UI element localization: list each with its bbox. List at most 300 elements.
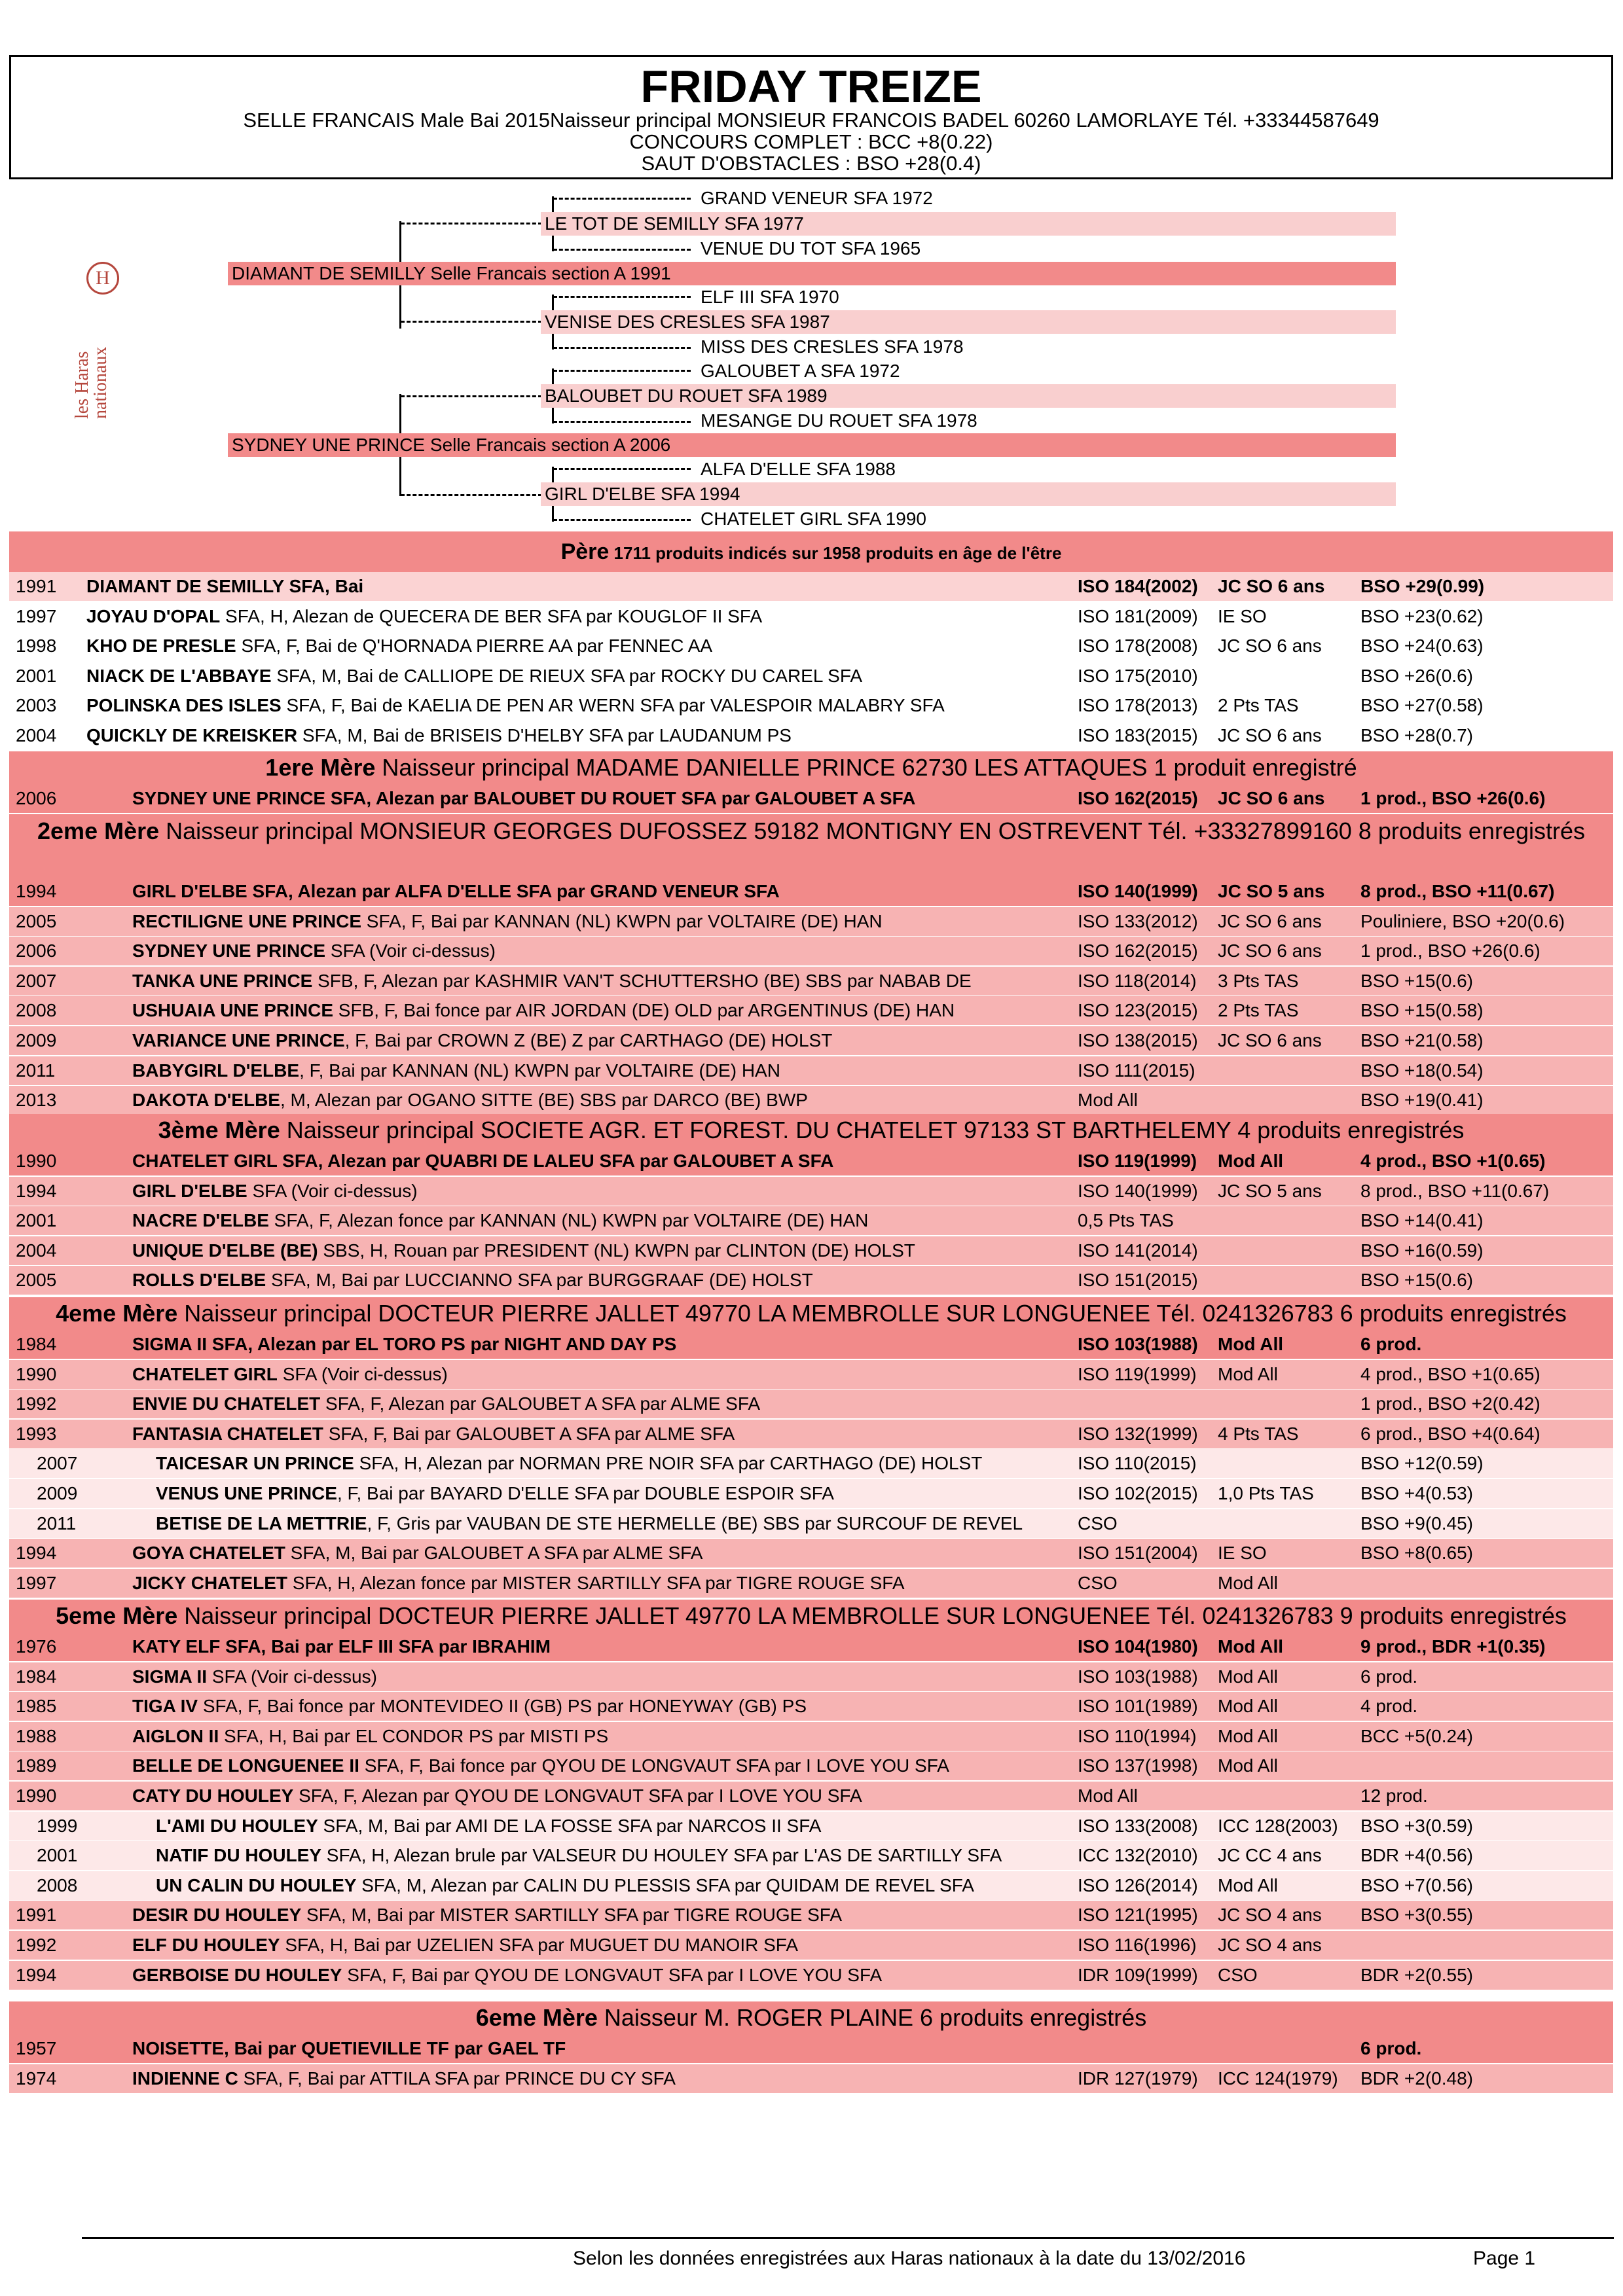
pedigree-sire-dam: VENISE DES CRESLES SFA 1987: [541, 310, 1396, 334]
row-index: BSO +24(0.63): [1360, 636, 1484, 656]
row-iso: ISO 183(2015): [1078, 725, 1198, 745]
row-name: [132, 1390, 760, 1418]
row-name: [132, 1782, 862, 1810]
table-row: [9, 907, 1613, 936]
table-row: [9, 784, 1613, 813]
table-row: [9, 1841, 1613, 1870]
row-description: SFA, M, Bai de BRISEIS D'HELBY SFA par LAUDANUM PS: [297, 725, 792, 745]
row-horse-name: TANKA UNE PRINCE: [132, 970, 313, 991]
page-number: Page 1: [1473, 2248, 1536, 2269]
row-name: [132, 1539, 702, 1568]
row-name: [132, 1901, 842, 1929]
row-index: BCC +5(0.24): [1360, 1725, 1473, 1746]
row-index: BSO +19(0.41): [1360, 1090, 1484, 1111]
row-year: 2001: [16, 1210, 57, 1231]
row-horse-name: DESIR DU HOULEY: [132, 1905, 302, 1926]
row-iso: ISO 141(2014): [1078, 1240, 1198, 1261]
table-row: [9, 1751, 1613, 1780]
pedigree-dam-sire: BALOUBET DU ROUET SFA 1989: [541, 384, 1396, 408]
pedigree-dam-dam-sire: ALFA D'ELLE SFA 1988: [701, 459, 896, 479]
row-horse-name: BABYGIRL D'ELBE: [132, 1060, 300, 1081]
row-performance: Mod All: [1218, 1874, 1278, 1895]
row-performance: Mod All: [1218, 1334, 1284, 1354]
row-iso: ISO 133(2012): [1078, 910, 1198, 931]
row-index: BSO +3(0.55): [1360, 1905, 1473, 1926]
section-subtitle-m3: Naisseur principal SOCIETE AGR. ET FOREST. DU CHATELET 97133 ST BARTHELEMY 4 produits enregistrés: [280, 1117, 1465, 1143]
horse-name-title: FRIDAY TREIZE: [640, 61, 982, 112]
row-name: [132, 996, 955, 1025]
bcc-index-line: CONCOURS COMPLET : BCC +8(0.22): [629, 130, 993, 153]
row-performance: JC SO 6 ans: [1218, 636, 1322, 656]
table-row: [9, 877, 1613, 906]
row-year: 2007: [16, 970, 57, 991]
row-description: SFA, F, Bai par GALOUBET A SFA par ALME SFA: [323, 1423, 735, 1444]
row-performance: JC SO 5 ans: [1218, 1180, 1322, 1201]
row-name: [132, 1961, 882, 1990]
row-name: [132, 1147, 833, 1175]
row-name: [156, 1479, 834, 1508]
row-name: [132, 1330, 676, 1359]
row-year: 1997: [16, 605, 57, 626]
row-name: [132, 1086, 808, 1115]
row-year: 1990: [16, 1363, 57, 1384]
haras-crest-icon: H: [86, 262, 119, 295]
row-name: [132, 2034, 566, 2063]
row-description: SFA, H, Bai par UZELIEN SFA par MUGUET DU MANOIR SFA: [280, 1935, 799, 1955]
table-row: [9, 1782, 1613, 1810]
table-row: [9, 662, 1613, 691]
pedigree-dam: SYDNEY UNE PRINCE Selle Francais section A 2006: [228, 433, 1396, 457]
row-performance: JC SO 5 ans: [1218, 881, 1325, 901]
row-performance: JC SO 6 ans: [1218, 576, 1325, 596]
row-name: [132, 967, 972, 996]
section-title-m4: 4eme Mère: [56, 1300, 178, 1327]
row-name: [156, 1812, 821, 1840]
table-row: [9, 1086, 1613, 1115]
section-title-m1: 1ere Mère: [265, 754, 376, 781]
row-performance: JC SO 6 ans: [1218, 910, 1322, 931]
row-iso: ISO 133(2008): [1078, 1815, 1198, 1836]
row-index: 4 prod., BSO +1(0.65): [1360, 1363, 1541, 1384]
footer-source-note: Selon les données enregistrées aux Haras nationaux à la date du 13/02/2016: [573, 2248, 1246, 2269]
pedigree-sire-sire: LE TOT DE SEMILLY SFA 1977: [541, 212, 1396, 236]
row-year: 2009: [16, 1030, 57, 1050]
row-year: 2004: [16, 1240, 57, 1261]
row-name: [132, 1569, 905, 1598]
row-name: [132, 1266, 813, 1295]
row-description: SFA, M, Bai par GALOUBET A SFA par ALME SFA: [285, 1543, 703, 1564]
table-row: [9, 1147, 1613, 1175]
section-title-m6: 6eme Mère: [475, 2004, 598, 2031]
row-index: BSO +4(0.53): [1360, 1483, 1473, 1503]
row-iso: ISO 162(2015): [1078, 941, 1198, 961]
row-year: 1997: [16, 1572, 57, 1593]
footer-divider: [82, 2237, 1614, 2239]
row-description: SFA, F, Bai de KAELIA DE PEN AR WERN SFA par VALESPOIR MALABRY SFA: [281, 695, 945, 716]
row-iso: IDR 127(1979): [1078, 2068, 1198, 2089]
row-index: BSO +26(0.6): [1360, 665, 1473, 686]
row-description: SBS, H, Rouan par PRESIDENT (NL) KWPN par CLINTON (DE) HOLST: [318, 1240, 915, 1261]
row-description: , F, Gris par VAUBAN DE STE HERMELLE (BE) SBS par SURCOUF DE REVEL: [367, 1513, 1023, 1534]
row-name: [132, 1026, 832, 1055]
row-index: BDR +2(0.48): [1360, 2068, 1473, 2089]
row-index: 12 prod.: [1360, 1785, 1428, 1806]
row-iso: ISO 140(1999): [1078, 881, 1198, 901]
row-horse-name: AIGLON II: [132, 1725, 219, 1746]
row-iso: ISO 118(2014): [1078, 970, 1197, 991]
row-index: BSO +9(0.45): [1360, 1513, 1473, 1534]
row-index: 4 prod., BSO +1(0.65): [1360, 1151, 1546, 1171]
row-year: 1990: [16, 1151, 57, 1171]
row-year: 2005: [16, 910, 57, 931]
section-subtitle-m1: Naisseur principal MADAME DANIELLE PRINCE 62730 LES ATTAQUES 1 produit enregistré: [375, 754, 1357, 781]
row-index: 6 prod.: [1360, 1334, 1422, 1354]
row-year: 1994: [16, 881, 57, 901]
row-name: [156, 1841, 1002, 1870]
row-horse-name: DAKOTA D'ELBE: [132, 1090, 280, 1111]
row-index: 1 prod., BSO +2(0.42): [1360, 1393, 1541, 1414]
row-year: 1998: [16, 636, 57, 656]
row-year: 2003: [16, 695, 57, 716]
section-heading-pere: [9, 531, 1613, 572]
row-year: 1989: [16, 1755, 57, 1776]
row-index: 1 prod., BSO +26(0.6): [1360, 941, 1541, 961]
row-year: 2007: [37, 1453, 78, 1474]
row-index: BSO +15(0.58): [1360, 1000, 1484, 1021]
row-name: [86, 721, 792, 750]
row-year: 1994: [16, 1543, 57, 1564]
row-name: [132, 784, 915, 813]
header-box: [9, 55, 1613, 179]
row-index: BSO +23(0.62): [1360, 605, 1484, 626]
row-year: 2001: [37, 1845, 78, 1866]
row-horse-name: FANTASIA CHATELET: [132, 1423, 323, 1444]
table-row: [9, 1509, 1613, 1538]
row-description: SFA, F, Alezan par QYOU DE LONGVAUT SFA par I LOVE YOU SFA: [293, 1785, 862, 1806]
row-description: SFA (Voir ci-dessus): [325, 941, 496, 961]
row-horse-name: CHATELET GIRL SFA, Alezan par QUABRI DE LALEU SFA par GALOUBET A SFA: [132, 1151, 834, 1171]
row-horse-name: NACRE D'ELBE: [132, 1210, 269, 1231]
row-horse-name: TAICESAR UN PRINCE: [156, 1453, 354, 1474]
row-horse-name: UNIQUE D'ELBE (BE): [132, 1240, 318, 1261]
row-performance: JC SO 4 ans: [1218, 1935, 1322, 1955]
row-horse-name: BETISE DE LA METTRIE: [156, 1513, 367, 1534]
pedigree-sire-dam-sire: ELF III SFA 1970: [701, 287, 839, 307]
table-row: [9, 1871, 1613, 1900]
row-name: [132, 1177, 418, 1206]
row-year: 1990: [16, 1785, 57, 1806]
row-iso: ISO 151(2015): [1078, 1270, 1198, 1291]
row-index: BSO +16(0.59): [1360, 1240, 1484, 1261]
row-performance: IE SO: [1218, 605, 1267, 626]
pedigree-dam-dam: GIRL D'ELBE SFA 1994: [541, 482, 1396, 506]
pedigree-sire: DIAMANT DE SEMILLY Selle Francais section A 1991: [228, 262, 1396, 285]
section-subtitle-m5: Naisseur principal DOCTEUR PIERRE JALLET 49770 LA MEMBROLLE SUR LONGUENEE Tél. 0241326783 9 produits enregistrés: [177, 1602, 1567, 1629]
section-heading-m4: [9, 1297, 1613, 1330]
row-performance: 1,0 Pts TAS: [1218, 1483, 1314, 1503]
row-index: BDR +2(0.55): [1360, 1964, 1473, 1985]
bso-index-line: SAUT D'OBSTACLES : BSO +28(0.4): [641, 152, 981, 175]
row-description: SFA, M, Alezan par CALIN DU PLESSIS SFA par QUIDAM DE REVEL SFA: [356, 1874, 974, 1895]
row-horse-name: VARIANCE UNE PRINCE: [132, 1030, 345, 1050]
row-index: BSO +12(0.59): [1360, 1453, 1484, 1474]
row-index: BSO +18(0.54): [1360, 1060, 1484, 1081]
row-performance: Mod All: [1218, 1696, 1278, 1717]
row-performance: CSO: [1218, 1964, 1258, 1985]
pedigree-sire-sire-dam: VENUE DU TOT SFA 1965: [701, 238, 921, 259]
row-description: SFA (Voir ci-dessus): [207, 1666, 377, 1687]
row-description: SFA, F, Alezan par GALOUBET A SFA par ALME SFA: [320, 1393, 761, 1414]
row-year: 1994: [16, 1964, 57, 1985]
section-subtitle-m6: Naisseur M. ROGER PLAINE 6 produits enregistrés: [597, 2004, 1147, 2031]
row-year: 1992: [16, 1935, 57, 1955]
table-row: [9, 1632, 1613, 1661]
row-performance: Mod All: [1218, 1725, 1278, 1746]
row-name: [132, 1662, 377, 1691]
row-name: [156, 1871, 974, 1900]
row-year: 2006: [16, 941, 57, 961]
table-row: [9, 1360, 1613, 1389]
section-heading-m1: [9, 751, 1613, 784]
row-horse-name: CATY DU HOULEY: [132, 1785, 294, 1806]
row-horse-name: USHUAIA UNE PRINCE: [132, 1000, 333, 1021]
row-iso: ISO 121(1995): [1078, 1905, 1198, 1926]
row-name: [132, 877, 780, 906]
row-horse-name: GIRL D'ELBE: [132, 1180, 247, 1201]
table-row: [9, 1479, 1613, 1508]
row-year: 1984: [16, 1666, 57, 1687]
table-row: [9, 937, 1613, 965]
row-year: 1976: [16, 1636, 57, 1657]
row-description: SFA, F, Alezan fonce par KANNAN (NL) KWPN par VOLTAIRE (DE) HAN: [268, 1210, 869, 1231]
row-year: 2011: [37, 1513, 77, 1534]
table-row: [9, 1330, 1613, 1359]
row-description: SFA, F, Bai par QYOU DE LONGVAUT SFA par I LOVE YOU SFA: [342, 1964, 883, 1985]
row-horse-name: NATIF DU HOULEY: [156, 1845, 322, 1866]
row-index: BSO +21(0.58): [1360, 1030, 1484, 1050]
section-subtitle-m2: Naisseur principal MONSIEUR GEORGES DUFOSSEZ 59182 MONTIGNY EN OSTREVENT Tél. +33327899160 8 produits enregistrés: [159, 817, 1585, 844]
row-horse-name: UN CALIN DU HOULEY: [156, 1874, 357, 1895]
pedigree-dam-sire-sire: GALOUBET A SFA 1972: [701, 361, 900, 381]
table-row: [9, 1026, 1613, 1055]
row-name: [132, 1420, 735, 1448]
row-name: [86, 602, 762, 631]
horse-info-line: SELLE FRANCAIS Male Bai 2015Naisseur principal MONSIEUR FRANCOIS BADEL 60260 LAMORLAYE Tél. +33344587649: [243, 109, 1379, 132]
row-description: SFA, H, Alezan fonce par MISTER SARTILLY SFA par TIGRE ROUGE SFA: [287, 1572, 905, 1593]
row-index: BDR +4(0.56): [1360, 1845, 1473, 1866]
row-year: 2005: [16, 1270, 57, 1291]
row-horse-name: SIGMA II: [132, 1666, 208, 1687]
row-name: [132, 1206, 868, 1235]
row-year: 2001: [16, 665, 57, 686]
row-iso: ISO 184(2002): [1078, 576, 1198, 596]
section-subtitle-m4: Naisseur principal DOCTEUR PIERRE JALLET 49770 LA MEMBROLLE SUR LONGUENEE Tél. 0241326783 6 produits enregistrés: [177, 1300, 1567, 1327]
row-description: SFA, F, Bai fonce par QYOU DE LONGVAUT SFA par I LOVE YOU SFA: [359, 1755, 949, 1776]
row-performance: ICC 124(1979): [1218, 2068, 1338, 2089]
section-title-m3: 3ème Mère: [158, 1117, 280, 1143]
row-year: 2004: [16, 725, 57, 745]
row-iso: IDR 109(1999): [1078, 1964, 1198, 1985]
row-index: 1 prod., BSO +26(0.6): [1360, 788, 1546, 808]
table-row: [9, 1901, 1613, 1929]
row-performance: 2 Pts TAS: [1218, 695, 1299, 716]
row-horse-name: KATY ELF SFA, Bai par ELF III SFA par IBRAHIM: [132, 1636, 551, 1657]
table-row: [9, 2064, 1613, 2093]
table-row: [9, 602, 1613, 631]
row-performance: 2 Pts TAS: [1218, 1000, 1299, 1021]
row-index: BSO +15(0.6): [1360, 1270, 1473, 1291]
row-horse-name: INDIENNE C: [132, 2068, 238, 2089]
row-year: 1985: [16, 1696, 57, 1717]
row-description: SFA, M, Bai par LUCCIANNO SFA par BURGGRAAF (DE) HOLST: [266, 1270, 813, 1291]
row-iso: ISO 181(2009): [1078, 605, 1198, 626]
row-description: SFB, F, Bai fonce par AIR JORDAN (DE) OLD par ARGENTINUS (DE) HAN: [333, 1000, 955, 1021]
row-description: , F, Bai par BAYARD D'ELLE SFA par DOUBLE ESPOIR SFA: [337, 1483, 834, 1503]
row-description: SFA (Voir ci-dessus): [247, 1180, 418, 1201]
row-description: , F, Bai par CROWN Z (BE) Z par CARTHAGO (DE) HOLST: [344, 1030, 833, 1050]
table-row: [9, 1722, 1613, 1751]
row-year: 2011: [16, 1060, 56, 1081]
row-horse-name: JICKY CHATELET: [132, 1572, 287, 1593]
row-index: 8 prod., BSO +11(0.67): [1360, 881, 1555, 901]
row-index: BSO +14(0.41): [1360, 1210, 1484, 1231]
row-horse-name: VENUS UNE PRINCE: [156, 1483, 337, 1503]
row-iso: ISO 178(2008): [1078, 636, 1198, 656]
row-iso: ISO 137(1998): [1078, 1755, 1198, 1776]
row-iso: ISO 132(1999): [1078, 1423, 1198, 1444]
row-performance: JC SO 4 ans: [1218, 1905, 1322, 1926]
pedigree-dam-dam-dam: CHATELET GIRL SFA 1990: [701, 509, 926, 529]
pedigree-dam-sire-dam: MESANGE DU ROUET SFA 1978: [701, 410, 977, 431]
row-description: SFA, F, Bai par KANNAN (NL) KWPN par VOLTAIRE (DE) HAN: [361, 910, 883, 931]
table-row: [9, 632, 1613, 660]
table-row: [9, 1692, 1613, 1721]
row-performance: Mod All: [1218, 1666, 1278, 1687]
row-iso: ISO 111(2015): [1078, 1060, 1195, 1081]
row-year: 2013: [16, 1090, 57, 1111]
row-horse-name: TIGA IV: [132, 1696, 198, 1717]
row-horse-name: SYDNEY UNE PRINCE SFA, Alezan par BALOUBET DU ROUET SFA par GALOUBET A SFA: [132, 788, 916, 808]
row-name: [86, 632, 712, 660]
row-horse-name: ROLLS D'ELBE: [132, 1270, 266, 1291]
row-name: [132, 907, 883, 936]
row-year: 1974: [16, 2068, 57, 2089]
row-year: 2008: [16, 1000, 57, 1021]
table-row: [9, 1812, 1613, 1840]
row-iso: CSO: [1078, 1572, 1118, 1593]
row-name: [132, 1931, 798, 1960]
row-iso: ISO 101(1989): [1078, 1696, 1198, 1717]
table-row: [9, 1961, 1613, 1990]
table-row: [9, 1206, 1613, 1235]
row-index: BSO +7(0.56): [1360, 1874, 1473, 1895]
row-iso: ISO 103(1988): [1078, 1666, 1198, 1687]
row-year: 1988: [16, 1725, 57, 1746]
row-index: 4 prod.: [1360, 1696, 1418, 1717]
table-row: [9, 1420, 1613, 1448]
row-index: BSO +27(0.58): [1360, 695, 1484, 716]
row-horse-name: GOYA CHATELET: [132, 1543, 285, 1564]
row-index: 6 prod.: [1360, 2038, 1422, 2058]
row-name: [156, 1509, 1023, 1538]
row-iso: ISO 110(2015): [1078, 1453, 1197, 1474]
row-index: BSO +8(0.65): [1360, 1543, 1473, 1564]
row-iso: ISO 116(1996): [1078, 1935, 1197, 1955]
table-row: [9, 1266, 1613, 1295]
pedigree-sire-sire-sire: GRAND VENEUR SFA 1972: [701, 188, 933, 208]
section-subtitle-pere: 1711 produits indicés sur 1958 produits en âge de l'être: [609, 543, 1062, 563]
row-description: SFA, H, Alezan par NORMAN PRE NOIR SFA par CARTHAGO (DE) HOLST: [354, 1453, 983, 1474]
row-performance: JC SO 6 ans: [1218, 788, 1325, 808]
row-description: , F, Bai par KANNAN (NL) KWPN par VOLTAIRE (DE) HAN: [299, 1060, 780, 1081]
row-description: SFA, M, Bai par AMI DE LA FOSSE SFA par NARCOS II SFA: [318, 1815, 822, 1836]
row-description: SFA, H, Alezan de QUECERA DE BER SFA par KOUGLOF II SFA: [220, 605, 763, 626]
row-name: [132, 1751, 949, 1780]
row-year: 1957: [16, 2038, 57, 2058]
logo-text: les Haras nationaux: [72, 346, 111, 419]
row-year: 1999: [37, 1815, 78, 1836]
row-year: 1992: [16, 1393, 57, 1414]
row-iso: Mod All: [1078, 1785, 1138, 1806]
row-horse-name: ENVIE DU CHATELET: [132, 1393, 321, 1414]
row-description: SFA, M, Bai de CALLIOPE DE RIEUX SFA par ROCKY DU CAREL SFA: [271, 665, 863, 686]
row-name: [132, 1632, 551, 1661]
table-row: [9, 996, 1613, 1025]
row-horse-name: DIAMANT DE SEMILLY SFA, Bai: [86, 576, 364, 596]
row-name: [86, 691, 945, 720]
row-year: 1984: [16, 1334, 57, 1354]
row-performance: JC SO 6 ans: [1218, 725, 1322, 745]
row-performance: ICC 128(2003): [1218, 1815, 1338, 1836]
row-iso: ICC 132(2010): [1078, 1845, 1198, 1866]
section-title-pere: Père: [560, 539, 610, 564]
row-performance: Mod All: [1218, 1363, 1278, 1384]
section-heading-m3: [9, 1114, 1613, 1147]
row-name: [132, 1056, 780, 1085]
row-name: [156, 1449, 982, 1478]
row-performance: JC CC 4 ans: [1218, 1845, 1322, 1866]
row-iso: ISO 102(2015): [1078, 1483, 1198, 1503]
row-iso: ISO 175(2010): [1078, 665, 1198, 686]
table-row: [9, 1449, 1613, 1478]
table-row: [9, 1236, 1613, 1265]
row-index: Pouliniere, BSO +20(0.6): [1360, 910, 1565, 931]
table-row: [9, 691, 1613, 720]
row-index: BSO +29(0.99): [1360, 576, 1485, 596]
row-iso: ISO 104(1980): [1078, 1636, 1198, 1657]
row-iso: ISO 110(1994): [1078, 1725, 1197, 1746]
row-name: [132, 937, 496, 965]
row-performance: 3 Pts TAS: [1218, 970, 1299, 991]
row-description: SFA (Voir ci-dessus): [277, 1363, 448, 1384]
row-description: SFA, F, Bai par ATTILA SFA par PRINCE DU CY SFA: [238, 2068, 676, 2089]
row-index: BSO +3(0.59): [1360, 1815, 1473, 1836]
row-iso: ISO 178(2013): [1078, 695, 1198, 716]
row-iso: 0,5 Pts TAS: [1078, 1210, 1174, 1231]
row-horse-name: CHATELET GIRL: [132, 1363, 278, 1384]
row-description: SFA, H, Alezan brule par VALSEUR DU HOULEY SFA par L'AS DE SARTILLY SFA: [321, 1845, 1002, 1866]
row-iso: ISO 140(1999): [1078, 1180, 1198, 1201]
row-performance: Mod All: [1218, 1151, 1284, 1171]
row-name: [132, 1360, 448, 1389]
table-row: [9, 1390, 1613, 1418]
row-horse-name: GERBOISE DU HOULEY: [132, 1964, 342, 1985]
section-heading-m5: [9, 1600, 1613, 1632]
row-name: [132, 1236, 915, 1265]
table-row: [9, 1569, 1613, 1598]
row-description: SFA, M, Bai par MISTER SARTILLY SFA par TIGRE ROUGE SFA: [301, 1905, 842, 1926]
row-index: BSO +28(0.7): [1360, 725, 1473, 745]
